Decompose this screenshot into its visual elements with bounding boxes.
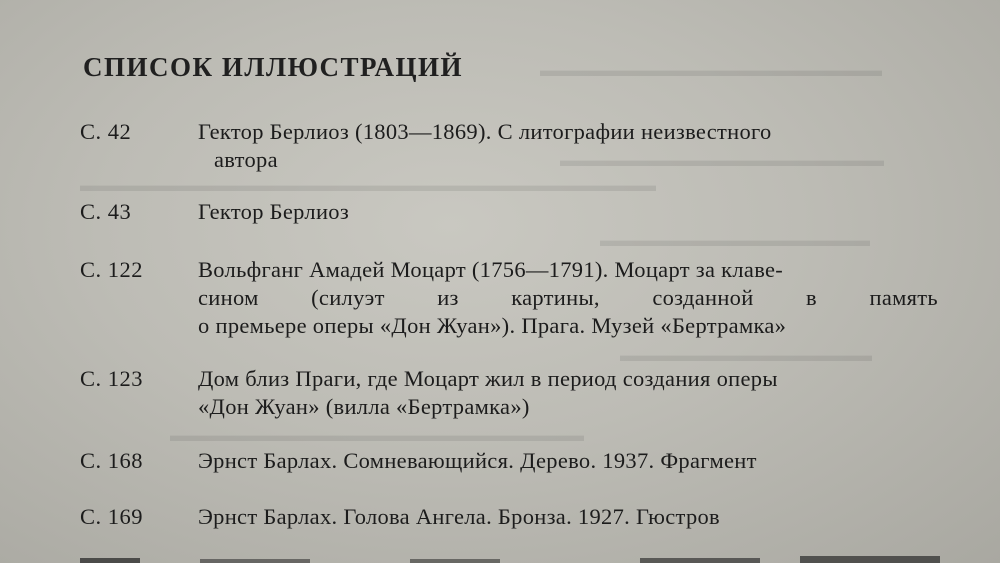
illustration-caption <box>198 365 938 421</box>
caption-line: о премьере оперы «Дон Жуан»). Прага. Музей «Бертрамка» <box>198 313 787 338</box>
show-through-text: ▬▬▬▬▬▬▬▬▬▬▬▬▬▬▬ <box>600 230 870 250</box>
caption-line: Дом близ Праги, где Моцарт жил в период создания оперы <box>198 366 778 391</box>
caption-line: Гектор Берлиоз (1803—1869). С литографии неизвестного <box>198 119 772 144</box>
cut-off-text-fragment <box>80 546 940 563</box>
show-through-text: ▬▬▬▬▬▬▬▬▬▬▬▬▬▬▬▬▬▬▬▬▬▬▬▬▬▬▬▬▬▬▬▬ <box>80 175 656 195</box>
page-reference: С. 168 <box>80 448 144 473</box>
illustration-caption <box>198 256 938 340</box>
caption-line: сином (силуэт из картины, созданной в память <box>198 285 938 310</box>
page-reference: С. 42 <box>80 119 132 144</box>
caption-line: Эрнст Барлах. Сомневающийся. Дерево. 1937. Фрагмент <box>198 448 757 473</box>
caption-line: «Дон Жуан» (вилла «Бертрамка») <box>198 394 530 419</box>
show-through-text: ▬▬▬▬▬▬▬▬▬▬▬▬▬▬▬▬▬▬▬ <box>540 60 882 80</box>
cut-off-line <box>80 544 940 563</box>
page-reference: С. 122 <box>80 257 144 282</box>
page-title: СПИСОК ИЛЛЮСТРАЦИЙ <box>83 52 464 82</box>
illustration-caption <box>198 447 938 475</box>
show-through-text: ▬▬▬▬▬▬▬▬▬▬▬▬▬▬▬▬▬▬ <box>560 150 884 170</box>
caption-line: Вольфганг Амадей Моцарт (1756—1791). Моцарт за клаве- <box>198 257 784 282</box>
illustration-caption <box>198 198 938 226</box>
page-reference: С. 43 <box>80 199 132 224</box>
caption-line: Эрнст Барлах. Голова Ангела. Бронза. 1927. Гюстров <box>198 504 720 529</box>
caption-line: Гектор Берлиоз <box>198 199 350 224</box>
page-reference: С. 123 <box>80 366 144 391</box>
illustration-caption <box>198 503 938 531</box>
page-reference: С. 169 <box>80 504 144 529</box>
caption-line: автора <box>214 147 278 172</box>
show-through-text: ▬▬▬▬▬▬▬▬▬▬▬▬▬▬▬▬▬▬▬▬▬▬▬ <box>170 425 584 445</box>
show-through-text: ▬▬▬▬▬▬▬▬▬▬▬▬▬▬ <box>620 345 872 365</box>
illustration-caption <box>198 118 938 174</box>
